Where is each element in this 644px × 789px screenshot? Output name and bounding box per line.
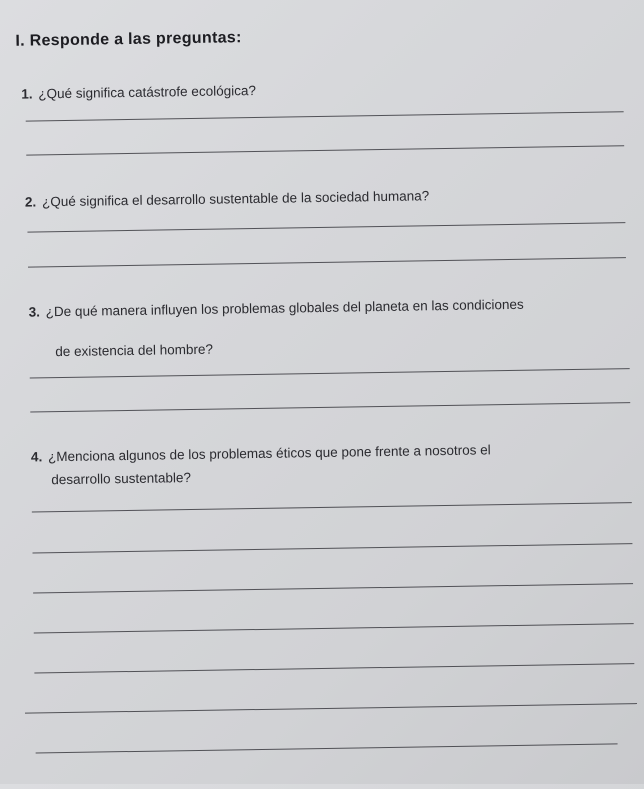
question-3 [29,297,524,320]
question-4-text: ¿Menciona algunos de los problemas éticos que pone frente a nosotros el [47,442,491,465]
answer-line[interactable] [32,502,632,512]
answer-line[interactable] [36,743,618,753]
answer-line[interactable] [26,111,624,121]
answer-line[interactable] [34,623,634,633]
question-1 [21,83,256,102]
answer-line[interactable] [26,145,624,155]
question-4 [31,442,491,464]
answer-line[interactable] [32,543,632,553]
question-3-continuation: de existencia del hombre? [55,341,214,360]
question-3-number: 3. [28,304,41,320]
question-2-text: ¿Qué significa el desarrollo sustentable de la sociedad humana? [41,188,430,210]
section-heading: I. Responde a las preguntas: [15,29,242,50]
answer-line[interactable] [33,583,633,593]
answer-line[interactable] [27,222,625,232]
question-1-number: 1. [21,86,33,102]
answer-line[interactable] [34,663,634,673]
question-2-number: 2. [24,194,37,210]
answer-line[interactable] [25,703,637,714]
question-4-number: 4. [30,449,43,465]
answer-line[interactable] [30,402,630,412]
question-1-text: ¿Qué significa catástrofe ecológica? [38,82,257,102]
answer-line[interactable] [30,368,630,378]
question-4-continuation: desarrollo sustentable? [51,470,192,488]
question-3-text: ¿De qué manera influyen los problemas globales del planeta en las condiciones [45,296,524,320]
question-2 [25,188,429,209]
answer-line[interactable] [28,257,626,267]
